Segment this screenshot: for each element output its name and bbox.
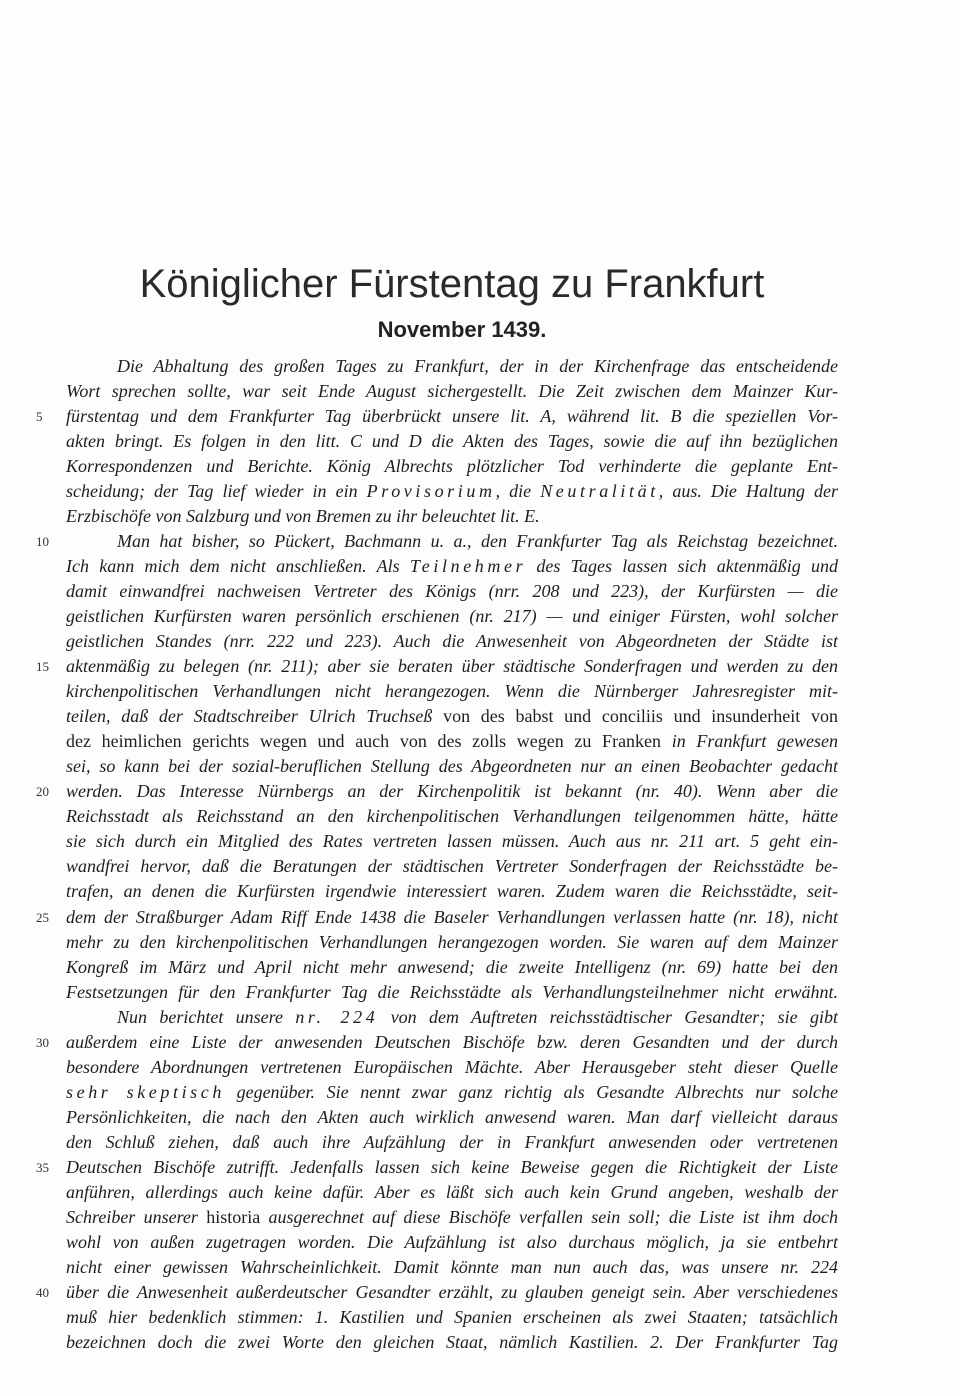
line-number: 30 (36, 1034, 49, 1050)
text-line (36, 905, 838, 930)
text-line (66, 554, 838, 579)
line-text: Deutschen Bischöfe zutrifft. Jedenfalls lassen sich keine Beweise gegen die Richtigkeit der Liste (66, 1157, 838, 1177)
line-text: Die Abhaltung des großen Tages zu Frankfurt, der in der Kirchenfrage das entscheidende (117, 355, 838, 376)
text-line (66, 879, 838, 904)
text-line (66, 1005, 838, 1030)
line-text: nicht einer gewissen Wahrscheinlichkeit. Damit könnte man nun auch das, was unsere nr. 224 (66, 1257, 838, 1278)
line-text: besondere Abordnungen vertretenen Europäischen Mächte. Aber Herausgeber steht dieser Quelle (66, 1056, 838, 1077)
line-text: scheidung; der Tag lief wieder in ein (66, 480, 367, 501)
line-text: anführen, allerdings auch keine dafür. Aber es läßt sich auch kein Grund angeben, weshalb der (66, 1182, 838, 1203)
line-number: 15 (36, 659, 49, 675)
line-text: von dem Auftreten reichsstädtischer Gesandter; sie gibt (378, 1006, 838, 1027)
text-line (66, 980, 838, 1005)
text-line (36, 779, 838, 804)
line-text: in Frankfurt gewesen (661, 731, 838, 752)
text-line (66, 1105, 838, 1130)
line-text: fürstentag und dem Frankfurter Tag überbrückt unsere lit. A, während lit. B die speziellen Vor- (66, 405, 838, 426)
text-line (66, 379, 838, 404)
text-line (36, 654, 838, 679)
upright-text: historia (206, 1207, 261, 1228)
text-line (66, 579, 838, 604)
line-text: Korrespondenzen und Berichte. König Albrechts plötzlicher Tod verhinderte die geplante Ent- (66, 455, 838, 476)
text-line (66, 454, 838, 479)
line-text: außerdem eine Liste der anwesenden Deutschen Bischöfe bzw. deren Gesandten und der durch (66, 1031, 838, 1052)
text-line (66, 1330, 838, 1355)
text-line (66, 354, 838, 379)
text-line (66, 679, 838, 704)
line-text: sei, so kann bei der sozial-beruflichen Stellung des Abgeordneten nur an einen Beobachter gedacht (66, 756, 838, 777)
text-line (66, 1080, 838, 1105)
upright-text: von des babst und conciliis und insunderheit von (443, 706, 838, 727)
line-text: Festsetzungen für den Frankfurter Tag die Reichsstädte als Verhandlungsteilnehmer nicht erwähnt. (66, 981, 838, 1002)
line-text: geistlichen Standes (nrr. 222 und 223). Auch die Anwesenheit von Abgeordneten der Städte ist (66, 631, 838, 652)
line-text: Nun berichtet unsere (117, 1006, 296, 1027)
line-text: Wort sprechen sollte, war seit Ende August sichergestellt. Die Zeit zwischen dem Mainzer Kur- (66, 380, 838, 401)
line-text: ausgerechnet auf diese Bischöfe verfallen sein soll; die Liste ist ihm doch (260, 1207, 839, 1228)
text-line (66, 1255, 838, 1280)
text-line (66, 854, 838, 879)
page-title: Königlicher Fürstentag zu Frankfurt (139, 262, 765, 306)
line-text: , aus. Die Haltung der (658, 480, 838, 501)
text-line (66, 829, 838, 854)
text-line (66, 429, 838, 454)
spaced-text: Teilnehmer (409, 555, 527, 576)
line-text: wandfrei hervor, daß die Beratungen der städtischen Vertreter Sonderfragen der Reichsstädte be- (66, 856, 838, 877)
text-line (66, 1305, 838, 1330)
line-text: des Tages lassen sich aktenmäßig und (526, 555, 839, 576)
text-line (66, 1230, 838, 1255)
text-line (66, 930, 838, 955)
text-line (66, 804, 838, 829)
line-number: 5 (36, 408, 43, 424)
line-text: Erzbischöfe von Salzburg und von Bremen zu ihr beleuchtet lit. E. (66, 505, 540, 526)
text-line (66, 955, 838, 980)
text-line (66, 629, 838, 654)
spaced-text: Provisorium (366, 480, 496, 501)
text-line (66, 1180, 838, 1205)
spaced-text: Neutralität (540, 480, 659, 501)
line-text: muß hier bedenklich stimmen: 1. Kastilien und Spanien erscheinen als zwei Staaten; tatsächlich (66, 1307, 838, 1328)
line-text: Kongreß im März und April nicht mehr anwesend; die zweite Intelligenz (nr. 69) hatte bei den (66, 956, 838, 977)
text-line (66, 604, 838, 629)
line-text: Persönlichkeiten, die nach den Akten auch wirklich anwesend waren. Man darf vielleicht daraus (66, 1106, 838, 1127)
line-text: den Schluß ziehen, daß auch ihre Aufzählung der in Frankfurt anwesenden oder vertretenen (66, 1131, 838, 1152)
line-text: gegenüber. Sie nennt zwar ganz richtig als Gesandte Albrechts nur solche (224, 1081, 838, 1102)
line-text: Reichsstadt als Reichsstand an den kirchenpolitischen Verhandlungen teilgenommen hätte, hätte (66, 806, 838, 827)
line-text: kirchenpolitischen Verhandlungen nicht herangezogen. Wenn die Nürnberger Jahresregister mit- (66, 681, 838, 702)
text-line (66, 729, 838, 754)
spaced-text: nr. 224 (295, 1006, 379, 1027)
line-text: teilen, daß der Stadtschreiber Ulrich Truchseß (66, 706, 444, 727)
line-text: Schreiber unserer (66, 1207, 207, 1228)
line-text: bezeichnen doch die zwei Worte den gleichen Staat, nämlich Kastilien. 2. Der Frankfurter Tag (66, 1332, 838, 1353)
line-text: aktenmäßig zu belegen (nr. 211); aber sie beraten über städtische Sonderfragen und werden zu den (66, 656, 838, 677)
line-text: , die (495, 480, 541, 501)
text-line (66, 704, 838, 729)
line-text: Man hat bisher, so Pückert, Bachmann u. a., den Frankfurter Tag als Reichstag bezeichnet. (117, 530, 838, 551)
text-line (66, 1205, 838, 1230)
line-text: dem der Straßburger Adam Riff Ende 1438 die Baseler Verhandlungen verlassen hatte (nr. 18), nicht (66, 906, 838, 927)
text-line (36, 1280, 838, 1305)
page-date: November 1439. (377, 317, 547, 342)
text-line (66, 479, 838, 504)
line-text: trafen, an denen die Kurfürsten irgendwie interessiert waren. Zudem waren die Reichsstädte, seit- (66, 881, 838, 902)
text-line (66, 754, 838, 779)
text-line (66, 504, 838, 529)
line-number: 10 (36, 533, 49, 549)
line-text: geistlichen Kurfürsten waren persönlich erschienen (nr. 217) — und einiger Fürsten, wohl solcher (66, 605, 838, 626)
text-line (36, 1030, 838, 1055)
text-line (36, 1155, 838, 1180)
line-text: mehr zu den kirchenpolitischen Verhandlungen herangezogen worden. Sie waren auf dem Mainzer (66, 931, 838, 952)
line-number: 25 (36, 909, 49, 925)
line-text: sie sich durch ein Mitglied des Rates vertreten lassen müssen. Auch aus nr. 211 art. 5 geht ein- (66, 831, 838, 852)
line-text: damit einwandfrei nachweisen Vertreter des Königs (nrr. 208 und 223), der Kurfürsten — die (66, 580, 838, 601)
line-text: werden. Das Interesse Nürnbergs an der Kirchenpolitik ist bekannt (nr. 40). Wenn aber die (66, 781, 838, 802)
line-text: wohl von außen zugetragen worden. Die Aufzählung ist also durchaus möglich, ja sie entbehrt (66, 1232, 838, 1253)
spaced-text: sehr skeptisch (66, 1081, 225, 1102)
text-line (36, 404, 838, 429)
line-text: akten bringt. Es folgen in den litt. C und D die Akten des Tages, sowie die auf ihn bezüglichen (66, 430, 838, 451)
text-line (66, 1130, 838, 1155)
text-line (66, 1055, 838, 1080)
line-text: Ich kann mich dem nicht anschließen. Als (66, 555, 410, 576)
text-line (36, 529, 838, 554)
line-number: 35 (36, 1160, 49, 1175)
line-number: 20 (36, 784, 49, 800)
line-number: 40 (36, 1285, 49, 1301)
body-text (36, 354, 839, 1356)
line-text: über die Anwesenheit außerdeutscher Gesandter erzählt, zu glauben geneigt sein. Aber verschiedenes (66, 1282, 838, 1303)
upright-text: dez heimlichen gerichts wegen und auch von des zolls wegen zu Franken (66, 731, 662, 752)
